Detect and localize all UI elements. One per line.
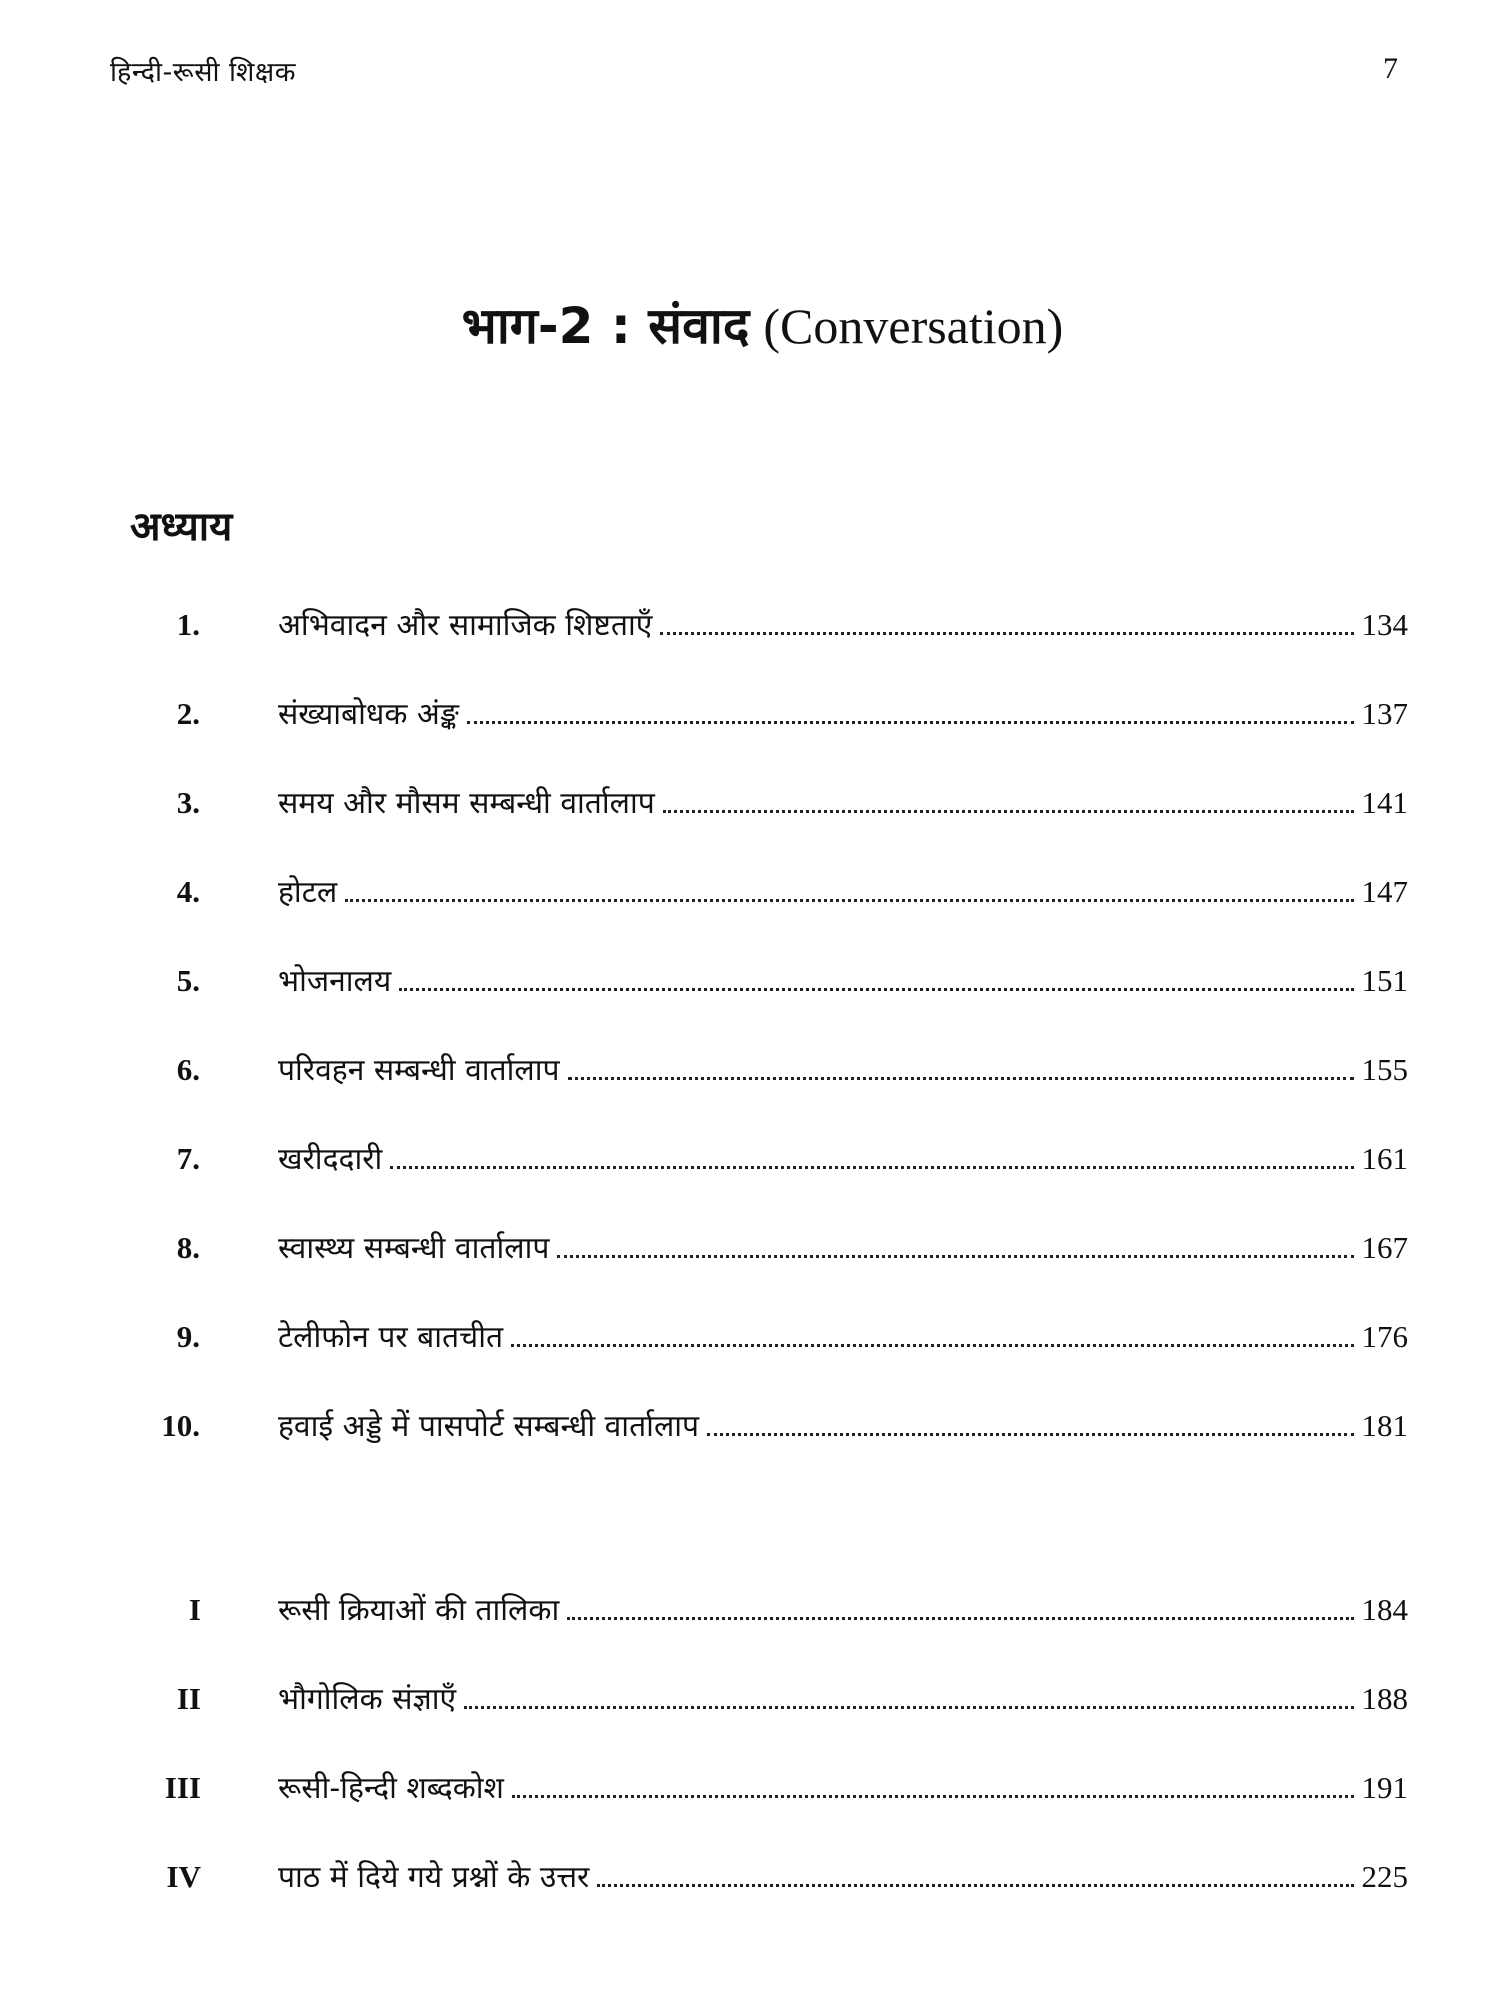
toc-entry-number: 1. — [176, 607, 200, 642]
dot-leader — [390, 1165, 1353, 1169]
toc-entry-number: 10. — [161, 1408, 200, 1443]
toc-entry-title: भौगोलिक संज्ञाएँ — [278, 1682, 457, 1717]
toc-entry[interactable] — [0, 1312, 1500, 1362]
dot-leader — [557, 1254, 1353, 1258]
toc-entry-line — [278, 1763, 1408, 1813]
toc-entry-number: 7. — [176, 1141, 200, 1176]
toc-entry[interactable] — [0, 778, 1500, 828]
dot-leader — [597, 1883, 1353, 1887]
toc-entry[interactable] — [0, 1134, 1500, 1184]
dot-leader — [345, 898, 1353, 902]
part-title-english: (Conversation) — [763, 298, 1064, 354]
toc-entry-number: 3. — [176, 785, 200, 820]
toc-entry-number: 8. — [176, 1230, 200, 1265]
toc-entry[interactable] — [0, 956, 1500, 1006]
toc-entry-title: हवाई अड्डे में पासपोर्ट सम्बन्धी वार्तालाप — [278, 1409, 700, 1444]
toc-entry-line — [278, 600, 1408, 650]
toc-entry-page: 184 — [1361, 1592, 1408, 1627]
part-title — [0, 290, 1500, 358]
toc-entry[interactable] — [0, 1223, 1500, 1273]
toc-entry-line — [278, 689, 1408, 739]
toc-entry-line — [278, 1045, 1408, 1095]
section-label: अध्याय — [130, 504, 233, 550]
toc-entry-page: 141 — [1361, 785, 1408, 820]
toc-entry-line — [278, 1674, 1408, 1724]
toc-entry-page: 161 — [1361, 1141, 1408, 1176]
toc-entry-line — [278, 867, 1408, 917]
toc-entry-page: 188 — [1361, 1681, 1408, 1716]
toc-entry-page: 155 — [1361, 1052, 1408, 1087]
toc-entry[interactable] — [0, 1045, 1500, 1095]
toc-entry-page: 181 — [1361, 1408, 1408, 1443]
toc-entry-title: अभिवादन और सामाजिक शिष्टताएँ — [278, 608, 653, 643]
toc-entry-number: 4. — [176, 874, 200, 909]
toc-entry-line — [278, 1312, 1408, 1362]
page-number: 7 — [1383, 52, 1398, 85]
toc-entry-title: समय और मौसम सम्बन्धी वार्तालाप — [278, 786, 655, 821]
toc-entry-title: रूसी क्रियाओं की तालिका — [278, 1593, 560, 1628]
toc-entry[interactable] — [0, 1763, 1500, 1813]
toc-entry[interactable] — [0, 600, 1500, 650]
dot-leader — [464, 1705, 1353, 1709]
toc-entry-number: 6. — [176, 1052, 200, 1087]
dot-leader — [568, 1076, 1354, 1080]
toc-entry-page: 147 — [1361, 874, 1408, 909]
part-title-hindi: भाग-2 : संवाद — [461, 297, 750, 355]
toc-entry-line — [278, 1134, 1408, 1184]
running-head: हिन्दी-रूसी शिक्षक — [110, 57, 296, 88]
toc-entry-line — [278, 1401, 1408, 1451]
dot-leader — [567, 1616, 1353, 1620]
dot-leader — [512, 1794, 1354, 1798]
dot-leader — [660, 631, 1353, 635]
toc-entry-number: IV — [166, 1859, 201, 1894]
dot-leader — [399, 987, 1353, 991]
dot-leader — [707, 1432, 1353, 1436]
toc-entry-number: II — [176, 1681, 201, 1716]
toc-entry-page: 151 — [1361, 963, 1408, 998]
toc-entry-page: 137 — [1361, 696, 1408, 731]
toc-entry-title: होटल — [278, 875, 338, 910]
toc-entry-line — [278, 1585, 1408, 1635]
toc-entry-title: रूसी-हिन्दी शब्दकोश — [278, 1771, 504, 1806]
toc-entry-page: 176 — [1361, 1319, 1408, 1354]
toc-entry-title: स्वास्थ्य सम्बन्धी वार्तालाप — [278, 1231, 550, 1266]
dot-leader — [663, 809, 1354, 813]
toc-entry-title: संख्याबोधक अंङ्क — [278, 697, 459, 732]
toc-entry-number: 5. — [176, 963, 200, 998]
toc-entry-number: III — [164, 1770, 201, 1805]
toc-entry-title: भोजनालय — [278, 964, 392, 999]
toc-entry[interactable] — [0, 1585, 1500, 1635]
toc-entry[interactable] — [0, 1674, 1500, 1724]
toc-entry-number: 2. — [176, 696, 200, 731]
toc-entry[interactable] — [0, 689, 1500, 739]
toc-entry-title: टेलीफोन पर बातचीत — [278, 1320, 504, 1355]
toc-entry-line — [278, 1223, 1408, 1273]
dot-leader — [511, 1343, 1353, 1347]
toc-entry-page: 167 — [1361, 1230, 1408, 1265]
toc-entry-number: I — [188, 1592, 201, 1627]
toc-entry-number: 9. — [176, 1319, 200, 1354]
toc-entry[interactable] — [0, 1852, 1500, 1902]
toc-entry-page: 134 — [1361, 607, 1408, 642]
toc-entry[interactable] — [0, 867, 1500, 917]
toc-entry-page: 191 — [1361, 1770, 1408, 1805]
toc-entry-title: पाठ में दिये गये प्रश्नों के उत्तर — [278, 1860, 590, 1895]
toc-entry-title: खरीददारी — [278, 1142, 383, 1177]
toc-entry-line — [278, 1852, 1408, 1902]
toc-entry[interactable] — [0, 1401, 1500, 1451]
toc-entry-title: परिवहन सम्बन्धी वार्तालाप — [278, 1053, 560, 1088]
toc-entry-page: 225 — [1361, 1859, 1408, 1894]
dot-leader — [467, 720, 1354, 724]
toc-entry-line — [278, 956, 1408, 1006]
toc-entry-line — [278, 778, 1408, 828]
